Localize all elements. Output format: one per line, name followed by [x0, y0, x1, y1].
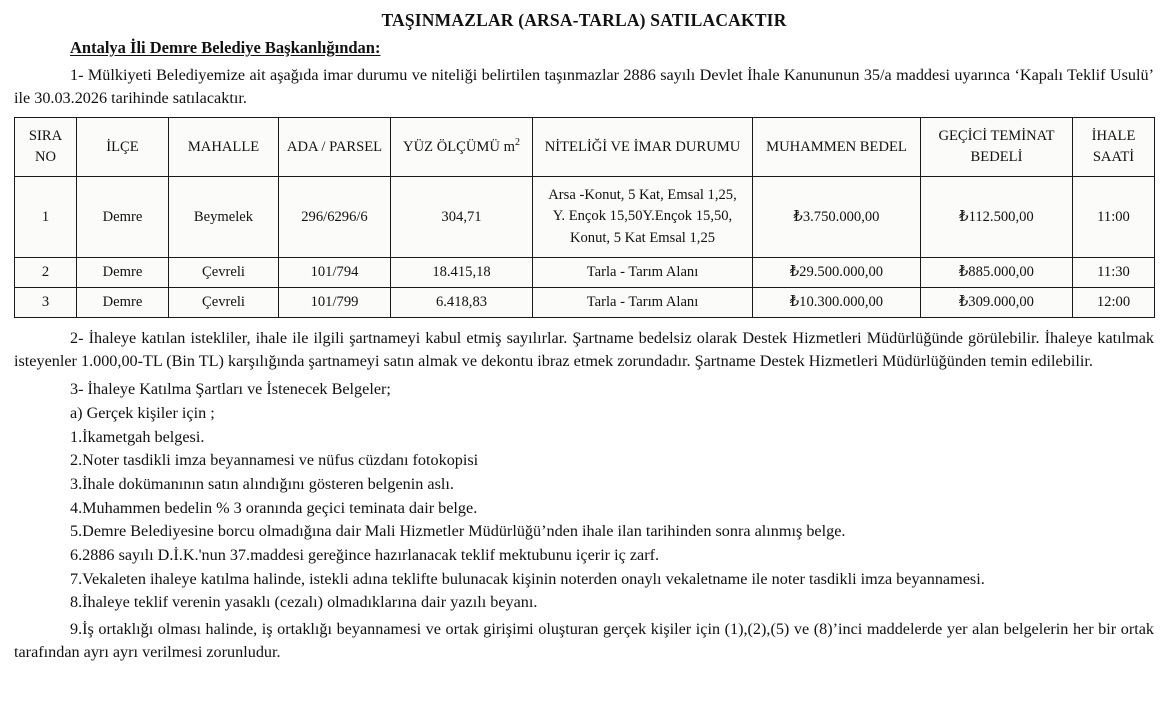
cell-sira-no: 3 [15, 288, 77, 318]
authority-line-wrap [14, 37, 1154, 62]
paragraph-1: 1- Mülkiyeti Belediyemize ait aşağıda imar durumu ve niteliği belirtilen taşınmazlar 2886 sayılı Devlet İhale Kanununun 35/a maddesi uyarınca ‘Kapalı Teklif Usulü’ ile 30.03.2026 tarihinde satılacaktır. [14, 66, 1154, 108]
column-header-ilce: İLÇE [77, 118, 169, 177]
table-row [15, 288, 1155, 318]
cell-ihale-saati: 11:00 [1073, 177, 1155, 258]
column-header-ihale-saati: İHALE SAATİ [1073, 118, 1155, 177]
cell-yuz-olcumu: 18.415,18 [391, 258, 533, 288]
column-header-gecici-teminat: GEÇİCİ TEMİNAT BEDELİ [921, 118, 1073, 177]
page-title: TAŞINMAZLAR (ARSA-TARLA) SATILACAKTIR [381, 10, 787, 30]
niteligi-line: Tarla - Tarım Alanı [586, 263, 699, 280]
square-meter-superscript: 2 [514, 137, 520, 148]
cell-muhammen-bedel: ₺29.500.000,00 [753, 258, 921, 288]
requirement-item-5: 5.Demre Belediyesine borcu olmadığına dair Mali Hizmetler Müdürlüğü’nden ihale ilan tarihinden sonra alınmış belge. [70, 522, 846, 541]
table-row [15, 258, 1155, 288]
column-header-mahalle: MAHALLE [169, 118, 279, 177]
requirement-item-6: 6.2886 sayılı D.İ.K.'nun 37.maddesi gereğince hazırlanacak teklif mektubunu içerir iç zarf. [70, 546, 660, 565]
column-header-niteligi: NİTELİĞİ VE İMAR DURUMU [533, 118, 753, 177]
cell-ada-parsel: 101/794 [279, 258, 391, 288]
yuz-olcumu-text: YÜZ ÖLÇÜMÜ m [403, 138, 515, 155]
subsection-a: a) Gerçek kişiler için ; [70, 404, 215, 423]
cell-sira-no: 1 [15, 177, 77, 258]
cell-niteligi [533, 258, 753, 288]
paragraph-3: 3- İhaleye Katılma Şartları ve İstenecek Belgeler; [70, 380, 391, 399]
cell-muhammen-bedel: ₺10.300.000,00 [753, 288, 921, 318]
niteligi-line: Konut, 5 Kat Emsal 1,25 [569, 230, 716, 247]
paragraph-9: 9.İş ortaklığı olması halinde, iş ortaklığı beyannamesi ve ortak girişimi oluşturan gerçek kişiler için (1),(2),(5) ve (8)’inci maddelerde yer alan belgelerin her bir ortak tarafından ayrı ayrı verilmesi zorunludur. [14, 620, 1154, 661]
cell-ihale-saati: 12:00 [1073, 288, 1155, 318]
column-header-yuz-olcumu [391, 118, 533, 177]
cell-gecici-teminat: ₺309.000,00 [921, 288, 1073, 318]
requirement-item-8: 8.İhaleye teklif verenin yasaklı (cezalı) olmadıklarına dair yazılı beyanı. [70, 593, 538, 612]
table-body [15, 177, 1155, 318]
properties-table [14, 117, 1155, 318]
requirement-item-7: 7.Vekaleten ihaleye katılma halinde, istekli adına teklifte bulunacak kişinin noterden onaylı vekaletname ile noter tasdikli imza beyannamesi. [70, 569, 985, 588]
cell-mahalle: Beymelek [169, 177, 279, 258]
cell-ihale-saati: 11:30 [1073, 258, 1155, 288]
cell-mahalle: Çevreli [169, 288, 279, 318]
cell-ada-parsel: 296/6296/6 [279, 177, 391, 258]
niteligi-line: Arsa -Konut, 5 Kat, Emsal 1,25, [548, 186, 737, 203]
paragraph-2: 2- İhaleye katılan istekliler, ihale ile ilgili şartnameyi kabul etmiş sayılırlar. Şartname bedelsiz olarak Destek Hizmetleri Müdürlüğünde görülebilir. İhaleye katılmak isteyenler 1.000,00-TL (Bin TL) karşılığında şartnameyi satın almak ve dekontu ibraz etmek zorundadır. Şartname Destek Hizmetleri Müdürlüğünden temin edilebilir. [14, 329, 1154, 371]
cell-niteligi [533, 177, 753, 258]
cell-niteligi [533, 288, 753, 318]
niteligi-line: Y. Ençok 15,50Y.Ençok 15,50, [552, 208, 733, 225]
cell-gecici-teminat: ₺885.000,00 [921, 258, 1073, 288]
cell-ilce: Demre [77, 177, 169, 258]
cell-gecici-teminat: ₺112.500,00 [921, 177, 1073, 258]
table-header-row [15, 118, 1155, 177]
issuing-authority: Antalya İli Demre Belediye Başkanlığından: [70, 38, 381, 57]
cell-muhammen-bedel: ₺3.750.000,00 [753, 177, 921, 258]
niteligi-line: Tarla - Tarım Alanı [586, 293, 699, 310]
requirement-item-3: 3.İhale dokümanının satın alındığını gösteren belgenin aslı. [70, 475, 454, 494]
table-row [15, 177, 1155, 258]
cell-mahalle: Çevreli [169, 258, 279, 288]
requirement-item-1: 1.İkametgah belgesi. [70, 427, 205, 446]
column-header-sira-no: SIRA NO [15, 118, 77, 177]
cell-ilce: Demre [77, 288, 169, 318]
cell-yuz-olcumu: 6.418,83 [391, 288, 533, 318]
column-header-ada-parsel: ADA / PARSEL [279, 118, 391, 177]
requirement-item-2: 2.Noter tasdikli imza beyannamesi ve nüfus cüzdanı fotokopisi [70, 451, 479, 470]
cell-yuz-olcumu: 304,71 [391, 177, 533, 258]
requirement-item-4: 4.Muhammen bedelin % 3 oranında geçici teminata dair belge. [70, 498, 478, 517]
cell-sira-no: 2 [15, 258, 77, 288]
column-header-muhammen-bedel: MUHAMMEN BEDEL [753, 118, 921, 177]
cell-ilce: Demre [77, 258, 169, 288]
cell-ada-parsel: 101/799 [279, 288, 391, 318]
